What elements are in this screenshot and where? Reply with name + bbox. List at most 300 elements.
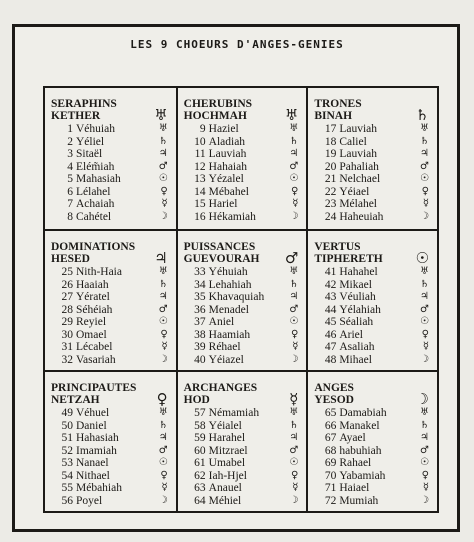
planet-symbol-icon: ♂ [158, 160, 168, 172]
planet-symbol-icon: ☽ [289, 494, 299, 506]
angel-name: Caliel [339, 135, 367, 148]
angel-number: 72 [324, 494, 337, 507]
choir-cell [306, 88, 437, 229]
angel-number: 70 [324, 469, 337, 482]
angel-number: 42 [324, 278, 337, 291]
planet-symbol-icon: ♄ [420, 135, 429, 147]
planet-symbol-icon: ♂ [420, 303, 429, 315]
angel-row [51, 123, 172, 136]
angel-row [314, 266, 433, 279]
angel-row [314, 186, 433, 199]
angel-number: 46 [324, 328, 337, 341]
sephira-name: GUEVOURAH [183, 253, 260, 265]
planet-symbol-icon: ♂ [289, 303, 299, 315]
angel-row [314, 495, 433, 508]
angel-name: Méhiel [208, 494, 242, 507]
planet-symbol-icon: ☿ [422, 482, 429, 493]
planet-symbol-icon: ♃ [420, 432, 429, 443]
angel-number: 71 [324, 482, 337, 494]
angel-name: Yéliel [76, 135, 105, 148]
angel-name: Imamiah [76, 444, 117, 457]
angel-number: 2 [67, 135, 73, 148]
planet-symbol-icon: ☉ [420, 316, 429, 327]
choir-name: VERTUS [314, 241, 361, 253]
sephira-name: YESOD [314, 394, 354, 406]
angel-name: Némamiah [208, 407, 260, 419]
angel-name: Reyiel [76, 316, 107, 328]
angel-number: 37 [194, 316, 206, 328]
planet-symbol-icon: ♀ [421, 469, 429, 481]
angel-name: Mumiah [339, 494, 379, 507]
angel-number: 68 [324, 444, 337, 457]
planet-symbol-icon: ☉ [420, 457, 429, 468]
planet-symbol-icon: ☽ [158, 210, 168, 222]
angel-number: 24 [324, 210, 337, 223]
angel-number: 44 [324, 303, 337, 316]
angel-row [184, 445, 303, 458]
angel-number: 18 [324, 135, 337, 148]
angel-name: Iah-Hjel [208, 469, 247, 482]
angel-row [184, 123, 303, 136]
angel-name: Khavaquiah [208, 291, 265, 303]
planet-symbol-icon: ♅ [420, 123, 429, 134]
angel-row [51, 211, 172, 224]
sephira-name: HOCHMAH [183, 110, 247, 122]
angel-number: 63 [194, 482, 206, 494]
angel-row [51, 432, 172, 445]
angel-number: 27 [61, 291, 73, 303]
angel-number: 51 [61, 432, 73, 444]
angel-name: Yélahiah [339, 303, 381, 316]
angel-name: Lauviah [339, 148, 378, 160]
angel-name: Yératel [76, 291, 110, 303]
angel-number: 48 [324, 353, 337, 366]
angel-number: 66 [324, 419, 337, 432]
planet-symbol-icon: ♅ [420, 266, 429, 277]
sephira-name: TIPHERETH [314, 253, 383, 265]
angel-number: 56 [61, 494, 73, 507]
angel-number: 58 [194, 419, 206, 432]
planet-symbol-icon: ♅ [158, 266, 168, 277]
angel-number: 11 [194, 148, 206, 160]
sephira-name: NETZAH [51, 394, 100, 406]
angel-number: 10 [194, 135, 206, 148]
planet-symbol-icon: ♂ [284, 249, 299, 267]
angel-number: 25 [61, 266, 73, 278]
angel-name: Nithael [76, 469, 110, 482]
angel-name: Nanael [76, 457, 109, 469]
angel-number: 3 [67, 148, 73, 160]
angel-row [314, 457, 433, 470]
angel-row [184, 148, 303, 161]
angel-row [184, 161, 303, 174]
planet-symbol-icon: ☽ [158, 494, 168, 506]
angel-name: Damabiah [339, 407, 387, 419]
angel-name: Harahel [208, 432, 246, 444]
angel-name: Haiael [339, 482, 370, 494]
angel-number: 64 [194, 494, 206, 507]
angel-row [314, 211, 433, 224]
angel-name: Nelchael [339, 173, 381, 185]
planet-symbol-icon: ♃ [289, 291, 299, 302]
angel-name: Pahaliah [339, 160, 379, 173]
angel-number: 67 [324, 432, 337, 444]
angel-name: Rahael [339, 457, 372, 469]
angel-row [51, 329, 172, 342]
planet-symbol-icon: ♃ [158, 432, 168, 443]
planet-symbol-icon: ♃ [420, 148, 429, 159]
choir-name: SERAPHINS [51, 98, 117, 110]
angel-name: Lauviah [339, 123, 378, 135]
angel-row [51, 341, 172, 354]
choir-cell [45, 229, 176, 370]
angel-name: Lélahel [76, 185, 111, 198]
angel-row [184, 279, 303, 292]
angel-name: Menadel [208, 303, 249, 316]
angel-row [51, 291, 172, 304]
angel-number: 45 [324, 316, 337, 328]
angel-name: Cahétel [76, 210, 112, 223]
angel-row [184, 198, 303, 211]
angel-number: 15 [194, 198, 206, 210]
angel-row [51, 304, 172, 317]
choir-name: DOMINATIONS [51, 241, 136, 253]
angel-name: Mahasiah [76, 173, 121, 185]
angel-number: 53 [61, 457, 73, 469]
choir-cell [176, 88, 307, 229]
sephira-name: KETHER [51, 110, 101, 122]
planet-symbol-icon: ☿ [422, 198, 429, 209]
planet-symbol-icon: ☉ [289, 316, 299, 327]
angel-row [184, 266, 303, 279]
angel-number: 69 [324, 457, 337, 469]
angel-row [314, 316, 433, 329]
angel-row [51, 354, 172, 367]
page-title: LES 9 CHOEURS D'ANGES-GENIES [130, 38, 344, 51]
angel-number: 28 [61, 303, 73, 316]
planet-symbol-icon: ☿ [292, 341, 299, 352]
planet-symbol-icon: ☿ [422, 341, 429, 352]
planet-symbol-icon: ☿ [292, 482, 299, 493]
angel-number: 12 [194, 160, 206, 173]
planet-symbol-icon: ♀ [421, 328, 429, 340]
angel-row [314, 482, 433, 495]
angel-number: 59 [194, 432, 206, 444]
angel-number: 34 [194, 278, 206, 291]
angel-number: 38 [194, 328, 206, 341]
planet-symbol-icon: ♃ [158, 148, 168, 159]
angel-number: 9 [199, 123, 206, 135]
choir-cell [45, 370, 176, 511]
angel-number: 17 [324, 123, 337, 135]
angel-row [184, 407, 303, 420]
angel-name: Vasariah [76, 353, 116, 366]
angel-row [314, 407, 433, 420]
sephira-name: BINAH [314, 110, 353, 122]
planet-symbol-icon: ☽ [289, 353, 299, 365]
planet-symbol-icon: ♄ [158, 419, 168, 431]
angel-name: Mitzrael [208, 444, 248, 457]
angel-name: Yéiael [339, 185, 370, 198]
angel-name: Haamiah [208, 328, 251, 341]
planet-symbol-icon: ♅ [154, 106, 168, 124]
angel-name: Mikael [339, 278, 372, 291]
angel-name: Achaiah [76, 198, 115, 210]
choir-cell [45, 88, 176, 229]
planet-symbol-icon: ♄ [420, 278, 429, 290]
angel-row [184, 316, 303, 329]
angel-number: 33 [194, 266, 206, 278]
angel-number: 13 [194, 173, 206, 185]
angel-row [184, 482, 303, 495]
angel-row [51, 495, 172, 508]
sephira-name: HESED [51, 253, 90, 265]
angel-number: 49 [61, 407, 73, 419]
planet-symbol-icon: ☿ [161, 198, 168, 209]
angel-name: Umabel [208, 457, 246, 469]
angel-name: Yéialel [208, 419, 242, 432]
angel-name: Lauviah [208, 148, 247, 160]
planet-symbol-icon: ♂ [158, 444, 168, 456]
planet-symbol-icon: ♀ [291, 469, 299, 481]
choir-cell [176, 229, 307, 370]
choir-cell [306, 370, 437, 511]
planet-symbol-icon: ♀ [156, 390, 168, 408]
angel-row [51, 161, 172, 174]
angel-row [314, 341, 433, 354]
angel-number: 21 [324, 173, 337, 185]
planet-symbol-icon: ☽ [420, 353, 429, 365]
angel-row [314, 291, 433, 304]
angel-row [314, 161, 433, 174]
angel-name: Elém̃iah [76, 160, 115, 173]
choir-name: CHERUBINS [183, 98, 253, 110]
angel-name: Poyel [76, 494, 103, 507]
angel-number: 29 [61, 316, 73, 328]
planet-symbol-icon: ♂ [420, 444, 429, 456]
angel-number: 43 [324, 291, 337, 303]
choir-name: ARCHANGES [183, 382, 258, 394]
choir-cell [176, 370, 307, 511]
planet-symbol-icon: ♀ [160, 469, 168, 481]
planet-symbol-icon: ♅ [289, 407, 299, 418]
planet-symbol-icon: ☉ [420, 173, 429, 184]
planet-symbol-icon: ♃ [289, 432, 299, 443]
planet-symbol-icon: ☿ [292, 198, 299, 209]
planet-symbol-icon: ♄ [420, 419, 429, 431]
angel-number: 52 [61, 444, 73, 457]
angel-name: Haaiah [76, 278, 109, 291]
angel-row [314, 123, 433, 136]
angel-name: Hahaiah [208, 160, 247, 173]
angel-row [184, 186, 303, 199]
angel-row [314, 279, 433, 292]
angel-name: Haheuiah [339, 210, 384, 223]
angel-row [51, 186, 172, 199]
angel-row [51, 279, 172, 292]
angel-name: Daniel [76, 419, 107, 432]
angel-number: 16 [194, 210, 206, 223]
angel-name: Ariel [339, 328, 363, 341]
planet-symbol-icon: ♀ [291, 185, 299, 197]
angel-number: 55 [61, 482, 73, 494]
angel-row [314, 432, 433, 445]
angel-name: Lécabel [76, 341, 113, 353]
angel-number: 39 [194, 341, 206, 353]
angel-name: Mébahiah [76, 482, 122, 494]
planet-symbol-icon: ☿ [161, 341, 168, 352]
angel-name: Manakel [339, 419, 380, 432]
angel-name: Yéiazel [208, 353, 244, 366]
planet-symbol-icon: ♂ [420, 160, 429, 172]
angel-row [184, 291, 303, 304]
angel-row [51, 482, 172, 495]
angel-row [314, 136, 433, 149]
planet-symbol-icon: ♄ [289, 278, 299, 290]
angel-number: 26 [61, 278, 73, 291]
planet-symbol-icon: ♂ [158, 303, 168, 315]
planet-symbol-icon: ♀ [160, 185, 168, 197]
angel-name: Anauel [208, 482, 242, 494]
angel-name: Mihael [339, 353, 372, 366]
angel-name: Hahahel [339, 266, 378, 278]
angel-number: 50 [61, 419, 73, 432]
angel-row [184, 432, 303, 445]
angel-row [184, 304, 303, 317]
choir-name: ANGES [314, 382, 354, 394]
angel-number: 31 [61, 341, 73, 353]
angel-row [314, 148, 433, 161]
angel-name: Lehahiah [208, 278, 252, 291]
angel-name: Asaliah [339, 341, 375, 353]
planet-symbol-icon: ☉ [289, 457, 299, 468]
angel-row [51, 316, 172, 329]
planet-symbol-icon: ♅ [289, 123, 299, 134]
angel-row [314, 354, 433, 367]
angel-name: Ayael [339, 432, 366, 444]
angel-row [51, 266, 172, 279]
planet-symbol-icon: ♄ [289, 135, 299, 147]
choir-name: PRINCIPAUTES [51, 382, 137, 394]
angel-row [184, 420, 303, 433]
angel-number: 61 [194, 457, 206, 469]
angel-name: Aladiah [208, 135, 246, 148]
angel-row [314, 470, 433, 483]
choir-cell [306, 229, 437, 370]
angel-row [314, 420, 433, 433]
angel-name: Mélahel [339, 198, 378, 210]
angel-name: Hékamiah [208, 210, 256, 223]
angel-name: habuhiah [339, 444, 382, 457]
planet-symbol-icon: ☽ [158, 353, 168, 365]
planet-symbol-icon: ☽ [289, 210, 299, 222]
angel-number: 30 [61, 328, 73, 341]
angel-number: 4 [67, 160, 73, 173]
angel-number: 6 [67, 185, 73, 198]
planet-symbol-icon: ☉ [415, 249, 429, 267]
planet-symbol-icon: ♄ [415, 106, 429, 124]
choirs-table [43, 86, 439, 513]
planet-symbol-icon: ♅ [420, 407, 429, 418]
angel-row [184, 341, 303, 354]
choir-name: PUISSANCES [183, 241, 256, 253]
planet-symbol-icon: ♀ [421, 185, 429, 197]
angel-name: Hariel [208, 198, 238, 210]
planet-symbol-icon: ♅ [158, 407, 168, 418]
choir-name: TRONES [314, 98, 362, 110]
angel-number: 5 [67, 173, 73, 185]
angel-number: 60 [194, 444, 206, 457]
planet-symbol-icon: ♃ [289, 148, 299, 159]
angel-number: 65 [324, 407, 337, 419]
angel-row [314, 329, 433, 342]
angel-number: 54 [61, 469, 73, 482]
angel-name: Aniel [208, 316, 235, 328]
angel-name: Haziel [208, 123, 239, 135]
angel-number: 7 [67, 198, 73, 210]
angel-number: 23 [324, 198, 337, 210]
angel-row [314, 198, 433, 211]
planet-symbol-icon: ♄ [289, 419, 299, 431]
angel-name: Yézalel [208, 173, 244, 185]
planet-symbol-icon: ♃ [420, 291, 429, 302]
angel-number: 32 [61, 353, 73, 366]
angel-number: 35 [194, 291, 206, 303]
angel-name: Hahasiah [76, 432, 119, 444]
angel-number: 47 [324, 341, 337, 353]
angel-name: Sitaël [76, 148, 103, 160]
planet-symbol-icon: ☽ [415, 390, 429, 408]
planet-symbol-icon: ☉ [158, 457, 168, 468]
angel-number: 22 [324, 185, 337, 198]
angel-row [184, 470, 303, 483]
angel-row [314, 304, 433, 317]
angel-name: Réhael [208, 341, 241, 353]
planet-symbol-icon: ♂ [289, 444, 299, 456]
angel-name: Séhéiah [76, 303, 113, 316]
angel-name: Omael [76, 328, 107, 341]
angel-row [51, 198, 172, 211]
angel-name: Véuliah [339, 291, 376, 303]
planet-symbol-icon: ♃ [154, 249, 168, 267]
angel-row [51, 136, 172, 149]
planet-symbol-icon: ♃ [158, 291, 168, 302]
angel-name: Yéhuiah [208, 266, 248, 278]
angel-row [184, 329, 303, 342]
planet-symbol-icon: ☽ [420, 494, 429, 506]
angel-row [184, 495, 303, 508]
planet-symbol-icon: ♄ [158, 278, 168, 290]
angel-row [51, 445, 172, 458]
angel-name: Nith-Haia [76, 266, 122, 278]
angel-number: 14 [194, 185, 206, 198]
planet-symbol-icon: ♀ [160, 328, 168, 340]
angel-row [51, 457, 172, 470]
angel-number: 62 [194, 469, 206, 482]
angel-number: 20 [324, 160, 337, 173]
angel-number: 19 [324, 148, 337, 160]
planet-symbol-icon: ♄ [158, 135, 168, 147]
angel-row [184, 173, 303, 186]
planet-symbol-icon: ☿ [161, 482, 168, 493]
planet-symbol-icon: ☉ [158, 316, 168, 327]
angel-row [51, 470, 172, 483]
angel-number: 57 [194, 407, 206, 419]
planet-symbol-icon: ☿ [289, 390, 299, 408]
angel-row [314, 445, 433, 458]
angel-name: Véhuel [76, 407, 110, 419]
angel-row [184, 136, 303, 149]
